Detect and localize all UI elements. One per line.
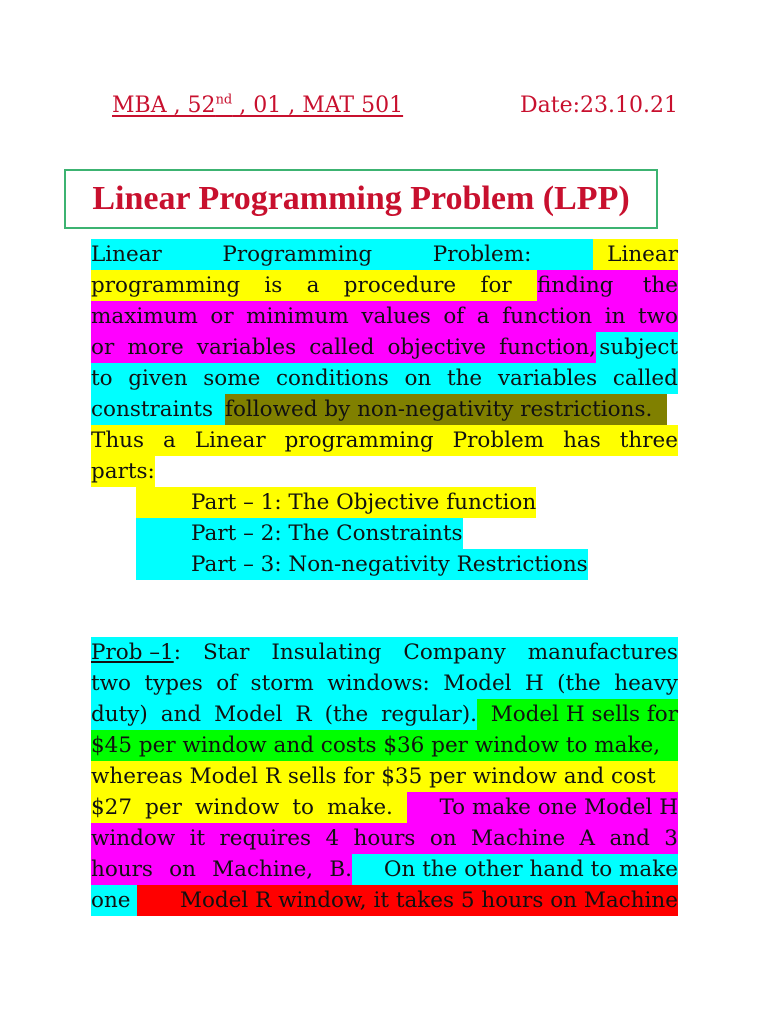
word: Machine, [212,857,314,882]
intro-segment [91,332,596,363]
word: Linear [91,242,162,267]
intro-line [91,301,678,332]
word: windows: [327,671,430,696]
word: values [361,304,431,329]
word: has [563,428,601,453]
word: duty) [91,702,148,727]
intro-segment [91,270,537,301]
word: function, [499,335,596,360]
word: programming [284,428,434,453]
intro-line [91,239,678,270]
word: $27 [91,795,133,820]
problem-line [91,823,678,854]
word: regular). [381,702,477,727]
part-line [91,549,678,580]
word: the [446,366,483,391]
part-line [91,518,678,549]
word: R [295,702,312,727]
problem-line [91,854,678,885]
word: storm [250,671,314,696]
problem-segment: $45 per window and costs $36 per window to make, [91,733,661,758]
word: called [612,366,678,391]
word: requires [219,826,312,851]
problem-line [91,761,678,792]
word: Model [443,671,512,696]
intro-segment: parts: [91,456,155,487]
word: on [429,826,457,851]
word: (the [324,702,369,727]
page-title: Linear Programming Problem (LPP) [64,169,658,229]
problem-segment [91,792,407,823]
problem-paragraph [91,637,678,916]
word: to [292,795,314,820]
intro-line [91,425,678,456]
word: H [524,671,544,696]
word: two [91,671,131,696]
word: Model [214,702,283,727]
word: per [145,795,182,820]
word: make. [327,795,393,820]
part-2: Part – 2: The Constraints [136,518,463,549]
word: 4 [325,826,340,851]
word: to [91,366,113,391]
intro-segment: constraints [91,394,225,425]
word: conditions [276,366,389,391]
word: a [163,428,176,453]
word: A [579,826,596,851]
intro-line [91,363,678,394]
problem-segment: On the other hand to make [352,854,678,885]
word: or [210,304,234,329]
word: and [609,826,650,851]
word: Linear [194,428,266,453]
word: window [195,795,280,820]
problem-segment: Model R window, it takes 5 hours on Machine [137,885,678,916]
course-info: MBA , 52nd , 01 , MAT 501 [112,93,404,119]
problem-line [91,885,678,916]
intro-line [91,394,678,425]
word: given [128,366,188,391]
word: B. [329,857,352,882]
word: a [306,273,320,298]
word: in [604,304,626,329]
word: manufactures [527,640,678,665]
problem-line [91,668,678,699]
word: on [404,366,432,391]
word: two [637,304,678,329]
word: heavy [614,671,678,696]
word: Machine [471,826,566,851]
word: the [642,273,678,298]
problem-line [91,730,678,761]
word: Problem: [432,242,532,267]
word: window [91,826,176,851]
intro-segment: Linear [593,239,678,270]
course-header [112,93,678,118]
word: it [189,826,206,851]
word: called [309,335,375,360]
word: programming [91,273,241,298]
word: hours [91,857,153,882]
word: minimum [246,304,349,329]
intro-line [91,332,678,363]
word: variables [497,366,598,391]
word: Star [202,640,250,665]
part-1: Part – 1: The Objective function [136,487,536,518]
intro-segment: followed by non-negativity restrictions. [225,394,667,425]
word: for [480,273,512,298]
word: 3 [664,826,678,851]
intro-segment [537,270,678,301]
word: more [127,335,184,360]
word: procedure [343,273,457,298]
intro-segment: subject [596,332,678,363]
word: and [160,702,202,727]
problem-segment [91,699,477,730]
word: Company [403,640,506,665]
intro-paragraph [91,239,678,580]
word: Thus [91,428,145,453]
word: Programming [222,242,373,267]
word: a [476,304,490,329]
word: types [144,671,203,696]
word: function [502,304,593,329]
word: objective [387,335,486,360]
problem-segment: Model H sells for [477,699,678,730]
problem-segment: one [91,885,137,916]
word: on [169,857,196,882]
intro-segment [91,239,593,270]
problem-segment [91,854,352,885]
word: some [203,366,261,391]
word: of [443,304,465,329]
word: Insulating [271,640,382,665]
word: is [264,273,283,298]
word: variables [196,335,297,360]
intro-line [91,270,678,301]
word: three [619,428,678,453]
problem-line [91,637,678,668]
word: maximum [91,304,198,329]
part-line [91,487,678,518]
word: Problem [452,428,545,453]
word: (the [557,671,601,696]
problem-label: Prob –1: [91,640,181,665]
date-label: Date:23.10.21 [520,93,678,118]
word: finding [537,273,614,298]
problem-segment: To make one Model H [407,792,678,823]
word: hours [353,826,416,851]
word: or [91,335,115,360]
intro-line [91,456,678,487]
word: of [216,671,238,696]
part-3: Part – 3: Non-negativity Restrictions [136,549,588,580]
problem-segment: whereas Model R sells for $35 per window and cost [91,764,656,789]
problem-line [91,792,678,823]
problem-line [91,699,678,730]
